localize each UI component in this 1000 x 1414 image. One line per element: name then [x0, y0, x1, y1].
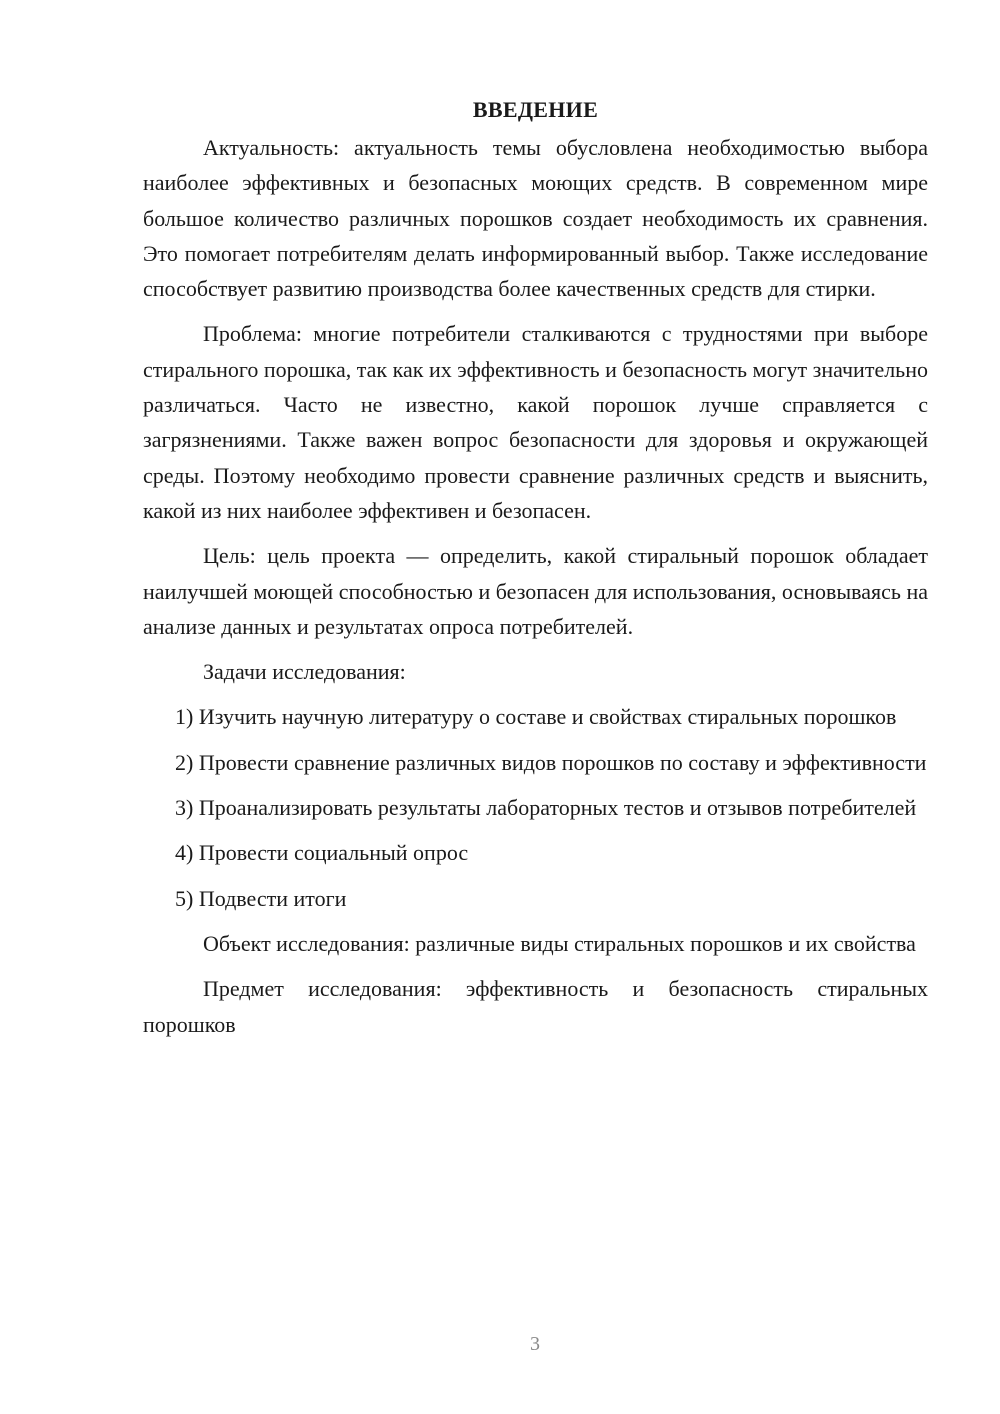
- page-content: [143, 95, 928, 1052]
- task-item-2: 2) Провести сравнение различных видов порошков по составу и эффективности: [175, 749, 927, 775]
- task-item-5: 5) Подвести итоги: [175, 885, 347, 911]
- page-number: 3: [530, 1333, 540, 1355]
- paragraph-object: Объект исследования: различные виды стиральных порошков и их свойства: [203, 930, 916, 956]
- section-title: ВВЕДЕНИЕ: [472, 97, 599, 122]
- paragraph-goal: Цель: цель проекта — определить, какой стиральный порошок обладает наилучшей моющей способностью и безопасен для использования, основываясь на анализе данных и результатах опроса потребителей.: [143, 543, 928, 639]
- tasks-heading: Задачи исследования:: [203, 659, 406, 685]
- task-item-1: 1) Изучить научную литературу о составе и свойствах стиральных порошков: [175, 704, 897, 730]
- paragraph-relevance: Актуальность: актуальность темы обусловлена необходимостью выбора наиболее эффективных и безопасных моющих средств. В современном мире большое количество различных порошков создает необходимость их сравнения. Это помогает потребителям делать информированный выбор. Также исследование способствует развитию производства более качественных средств для стирки.: [143, 135, 928, 302]
- paragraph-problem: Проблема: многие потребители сталкиваются с трудностями при выборе стирального порошка, так как их эффективность и безопасность могут значительно различаться. Часто не известно, какой порошок лучше справляется с загрязнениями. Также важен вопрос безопасности для здоровья и окружающей среды. Поэтому необходимо провести сравнение различных средств и выяснить, какой из них наиболее эффективен и безопасен.: [143, 321, 928, 523]
- task-item-3: 3) Проанализировать результаты лабораторных тестов и отзывов потребителей: [175, 795, 917, 821]
- task-item-4: 4) Провести социальный опрос: [175, 840, 469, 866]
- paragraph-subject: Предмет исследования: эффективность и безопасность стиральных порошков: [143, 976, 928, 1037]
